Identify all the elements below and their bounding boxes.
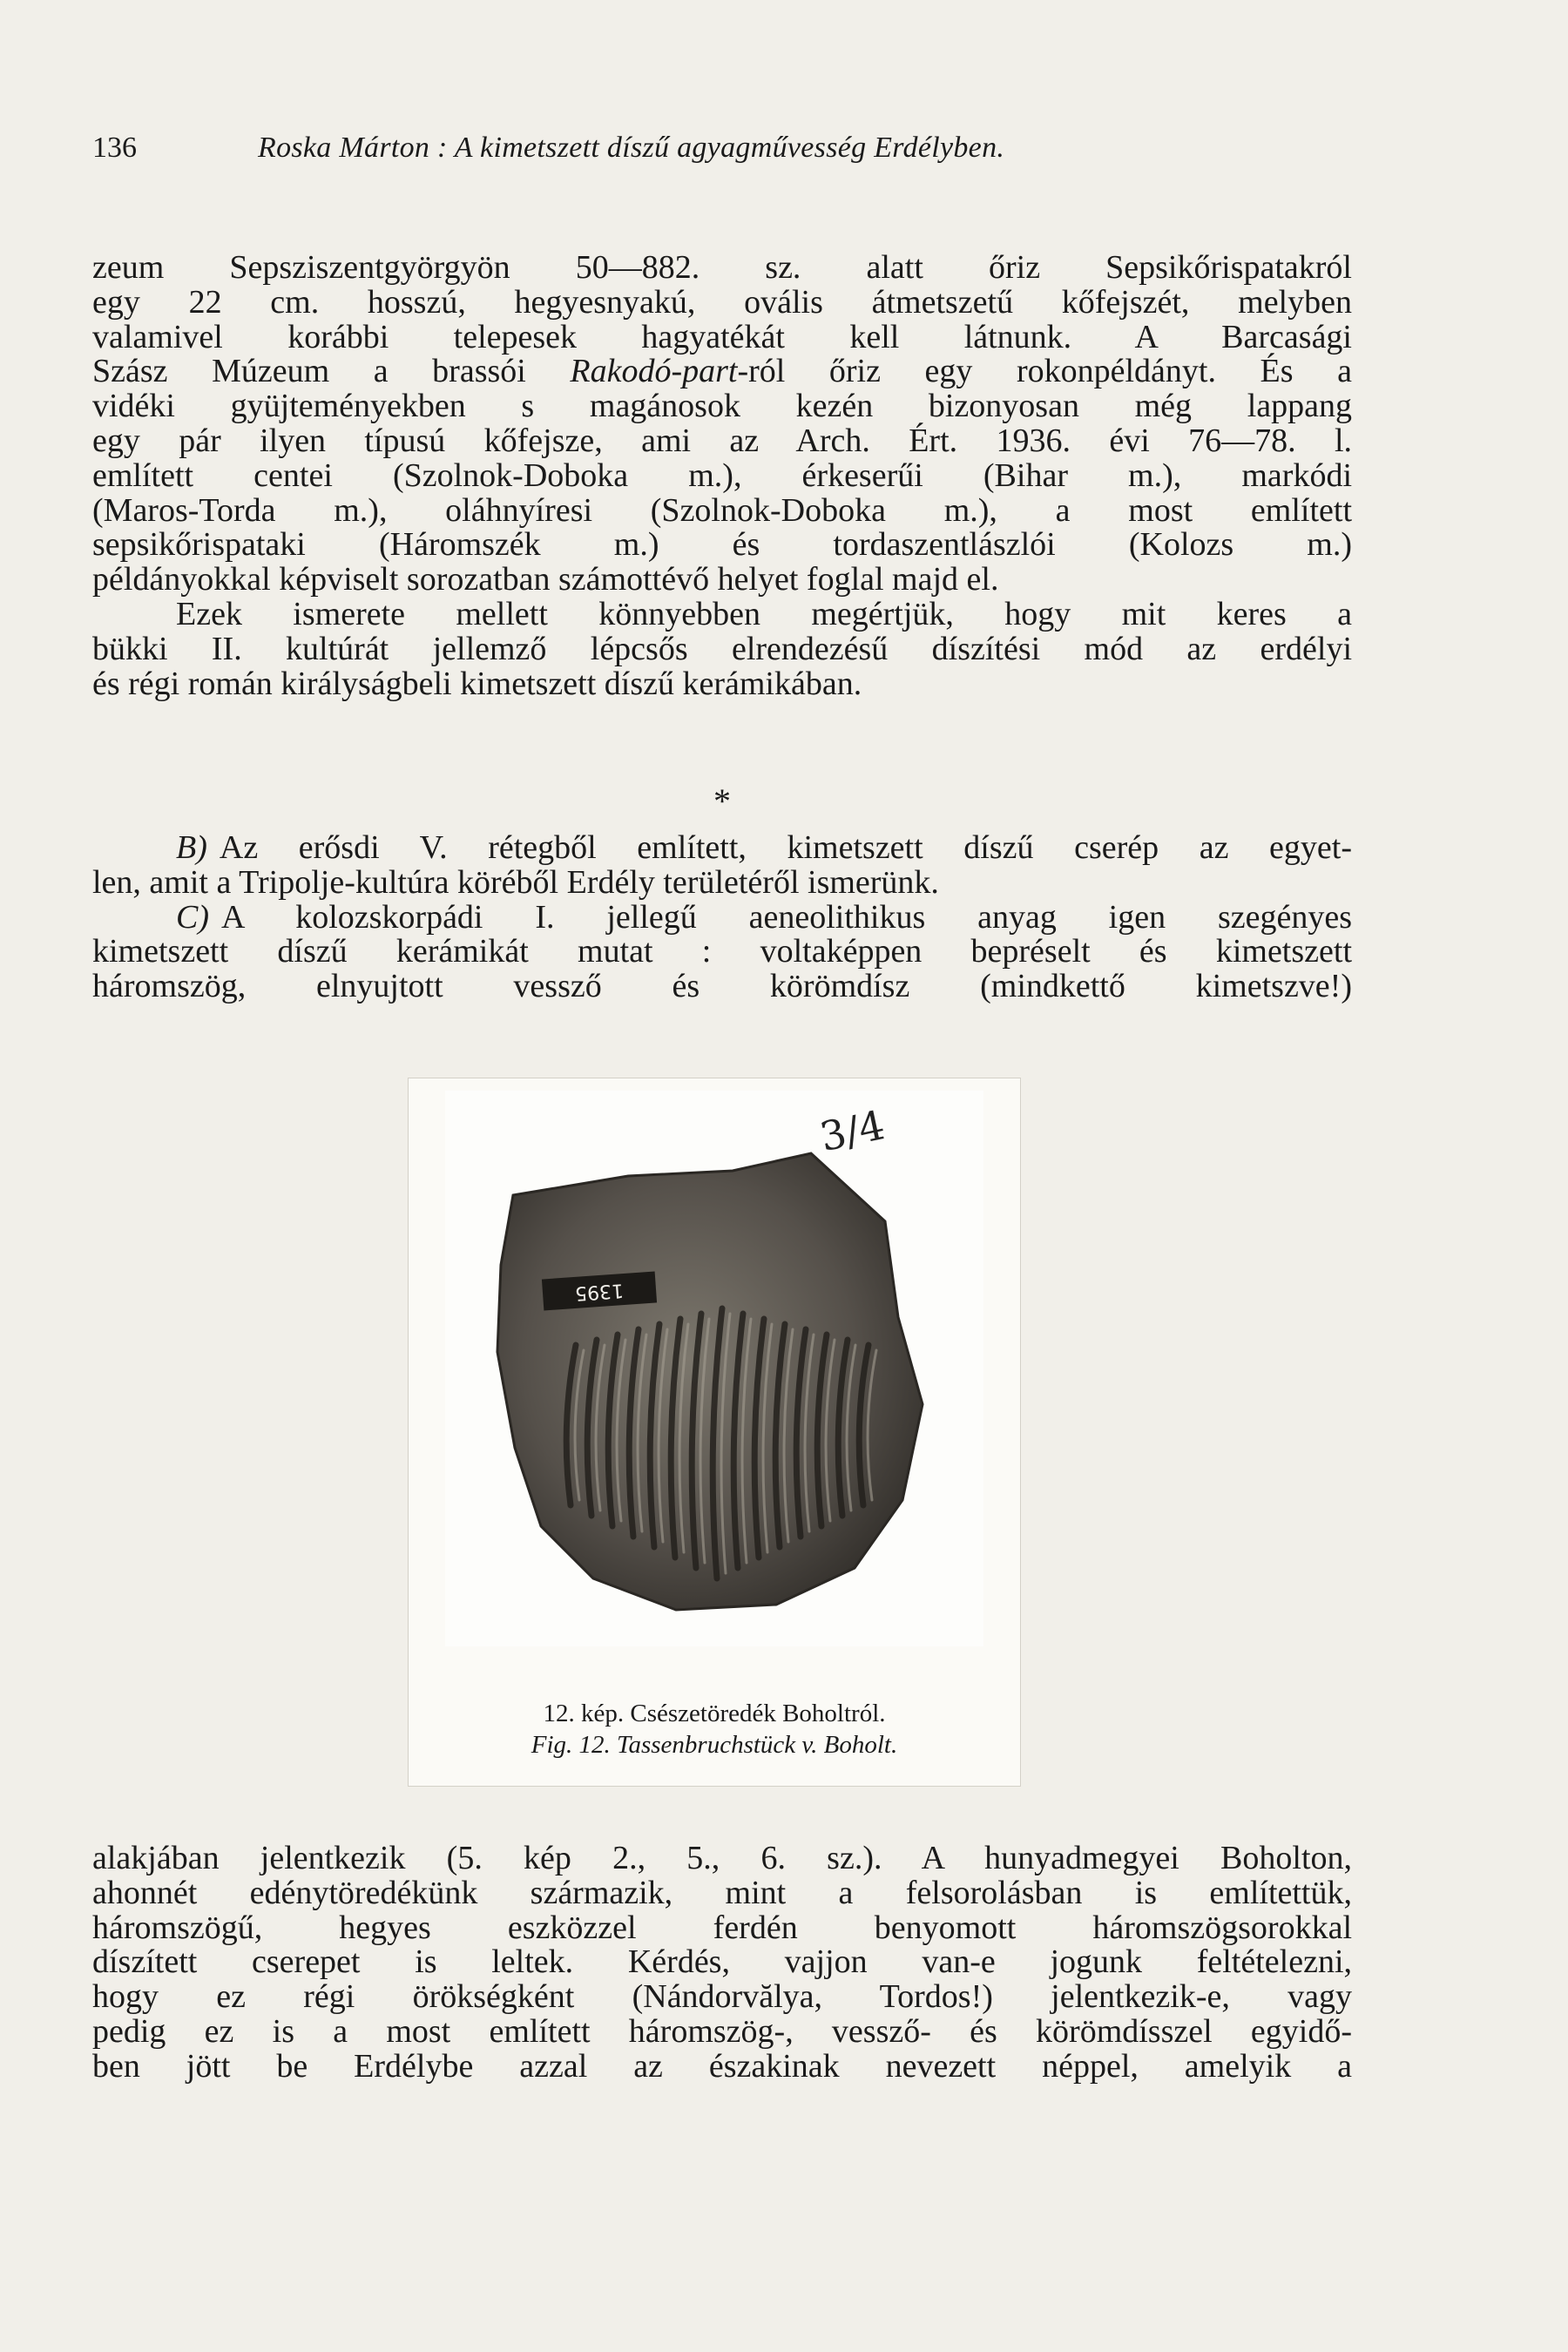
text-line [92, 355, 1352, 389]
text-line: említett centei (Szolnok-Doboka m.), érkeserűi (Bihar m.), markódi [92, 456, 1352, 494]
text-line: valamivel korábbi telepesek hagyatékát kell látnunk. A Barcasági [92, 318, 1352, 355]
caption-hungarian: 12. kép. Csészetöredék Boholtról. [543, 1700, 886, 1727]
handwritten-scale-note: 3/4 [815, 1101, 889, 1161]
text-line: vidéki gyüjteményekben s magánosok kezén bizonyosan még lappang [92, 388, 1352, 425]
text-line: kimetszett díszű kerámikát mutat : voltaképpen bepréselt és kimetszett [92, 933, 1352, 970]
text-segment: -ról őriz egy rokonpéldányt. És a [737, 353, 1352, 390]
section-label-c: C) [176, 898, 209, 936]
text-line: háromszög, elnyujtott vessző és körömdísz (mindkettő kimetszve!) [92, 968, 1352, 1005]
caption-german-main: Fig. 12. Tassenbruchstück v. Bohol [531, 1731, 884, 1759]
figure-12 [408, 1078, 1021, 1787]
text-line: díszített cserepet is leltek. Kérdés, vajjon van-e jogunk feltételezni, [92, 1943, 1352, 1981]
text-line: Ezek ismerete mellett könnyebben megértjük, hogy mit keres a [176, 595, 1352, 632]
text-segment: Az erősdi V. rétegből említett, kimetszett díszű cserép az egyet- [219, 829, 1352, 866]
inventory-number: 1395 [574, 1279, 625, 1304]
text-line: (Maros-Torda m.), oláhnyíresi (Szolnok-Doboka m.), a most említett [92, 491, 1352, 529]
text-line: példányokkal képviselt sorozatban számottévő helyet foglal majd el. [92, 561, 999, 598]
text-block-bottom [92, 1842, 1352, 2085]
caption-german-end: t. [883, 1731, 898, 1759]
section-separator [92, 781, 1352, 821]
sherd-photograph [445, 1091, 983, 1646]
sherd-body [497, 1153, 923, 1610]
text-line: zeum Sepsziszentgyörgyön 50—882. sz. alatt őriz Sepsikőrispatakról [92, 249, 1352, 286]
text-line: ben jött be Erdélybe azzal az északinak nevezett néppel, amelyik a [92, 2047, 1352, 2085]
page-number: 136 [92, 132, 137, 164]
running-head [92, 131, 1451, 166]
text-line: pedig ez is a most említett háromszög-, vessző- és körömdísszel egyidő- [92, 2012, 1352, 2050]
text-line: bükki II. kultúrát jellemző lépcsős elrendezésű díszítési mód az erdélyi [92, 630, 1352, 667]
text-segment: Szász Múzeum a brassói [92, 353, 571, 390]
caption-german [409, 1730, 1020, 1760]
text-line: ahonnét edénytöredékünk származik, mint a felsorolásban is említettük, [92, 1874, 1352, 1911]
text-line [92, 898, 1352, 936]
text-line: alakjában jelentkezik (5. kép 2., 5., 6. sz.). A hunyadmegyei Boholton, [92, 1840, 1352, 1876]
text-line: egy 22 cm. hosszú, hegyesnyakú, ovális átmetszetű kőfejszét, melyben [92, 283, 1352, 321]
text-segment: A kolozskorpádi I. jellegű aeneolithikus anyag igen szegényes [221, 898, 1352, 936]
text-line: hogy ez régi örökségként (Nándorvălya, Tordos!) jelentkezik-e, vagy [92, 1978, 1352, 2016]
italic-place-name: Rakodó-part [570, 353, 738, 390]
asterisk-separator: * [713, 781, 731, 821]
section-label-b: B) [176, 829, 207, 866]
text-line: sepsikőrispataki (Háromszék m.) és tordaszentlászlói (Kolozs m.) [92, 526, 1352, 564]
text-line: és régi román királyságbeli kimetszett díszű kerámikában. [92, 665, 862, 702]
text-line: len, amit a Tripolje-kultúra köréből Erdély területéről ismerünk. [92, 863, 939, 901]
sherd-illustration [445, 1091, 983, 1646]
text-line: háromszögű, hegyes eszközzel ferdén benyomott háromszögsorokkal [92, 1909, 1352, 1946]
text-line [92, 831, 1352, 866]
text-block-middle [92, 831, 1352, 1004]
running-title: Roska Márton : A kimetszett díszű agyagművesség Erdélyben. [258, 132, 1005, 164]
text-line: egy pár ilyen típusú kőfejsze, ami az Arch. Ért. 1936. évi 76—78. l. [92, 422, 1352, 459]
text-block-top [92, 251, 1352, 701]
